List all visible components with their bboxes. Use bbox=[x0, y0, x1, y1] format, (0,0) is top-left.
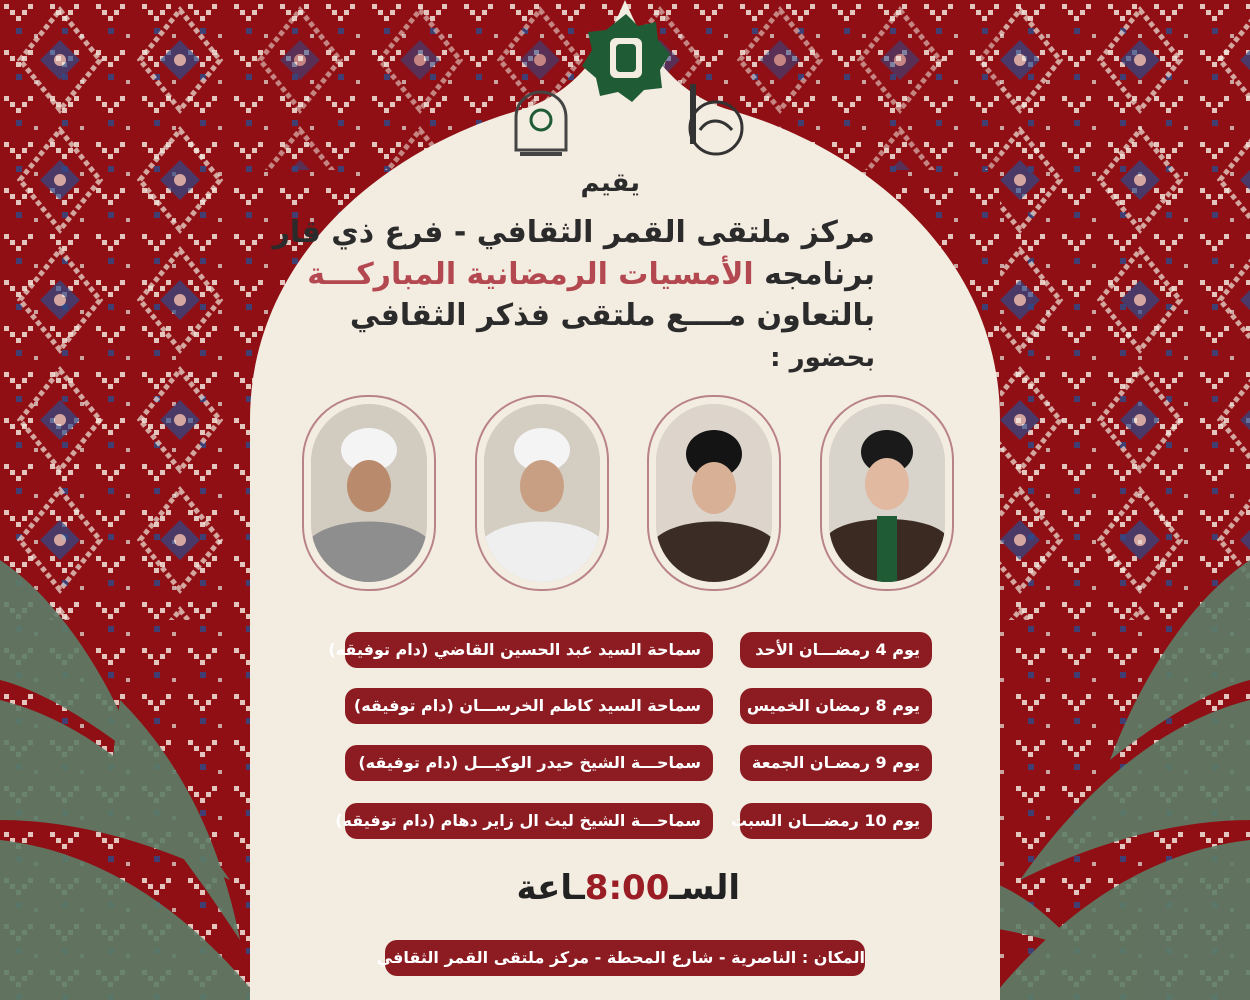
schedule-speaker-2: سماحة السيد كاظم الخرســـان (دام توفيقه) bbox=[345, 688, 713, 724]
schedule-speaker-3: سماحـــة الشيخ حيدر الوكيـــل (دام توفيقه) bbox=[345, 745, 713, 781]
program-line bbox=[307, 257, 875, 292]
time-suffix: ـاعة bbox=[516, 868, 585, 908]
person-avatar-icon bbox=[656, 404, 772, 582]
center-logo-icon bbox=[510, 88, 572, 160]
schedule-speaker-4: سماحـــة الشيخ ليث ال زاير دهام (دام توفيقه) bbox=[345, 803, 713, 839]
person-avatar-icon bbox=[484, 404, 600, 582]
speaker-portrait-4 bbox=[302, 395, 436, 591]
time-value: 8:00 bbox=[584, 868, 670, 908]
time-prefix: السـ bbox=[669, 868, 740, 908]
person-avatar-icon bbox=[311, 404, 427, 582]
cooperation-line: بالتعاون مــــع ملتقى فذكر الثقافي bbox=[349, 298, 875, 333]
schedule-day-3: يوم 9 رمضـان الجمعة bbox=[740, 745, 932, 781]
schedule-day-2: يوم 8 رمضان الخميس bbox=[740, 688, 932, 724]
event-location: المكان : الناصرية - شارع المحطة - مركز ملتقى القمر الثقافي bbox=[385, 940, 865, 976]
schedule-day-4: يوم 10 رمضـــان السبت bbox=[740, 803, 932, 839]
hand-emblem-icon bbox=[580, 12, 672, 104]
schedule-speaker-1: سماحة السيد عبد الحسين القاضي (دام توفيقه) bbox=[345, 632, 713, 668]
program-prefix: برنامجه bbox=[753, 257, 875, 292]
schedule-day-1: يوم 4 رمضـــان الأحد bbox=[740, 632, 932, 668]
person-avatar-icon bbox=[829, 404, 945, 582]
speaker-portrait-1 bbox=[820, 395, 954, 591]
speaker-portrait-3 bbox=[475, 395, 609, 591]
speaker-portrait-2 bbox=[647, 395, 781, 591]
attendance-line: بحضور : bbox=[770, 343, 875, 373]
program-title: الأمسيات الرمضانية المباركـــة bbox=[307, 257, 754, 292]
shrine-calligraphy-icon bbox=[682, 78, 746, 162]
intro-line: يقيم bbox=[580, 168, 640, 198]
organizer-line: مركز ملتقى القمر الثقافي - فرع ذي قار bbox=[272, 215, 875, 250]
event-time bbox=[516, 868, 740, 908]
